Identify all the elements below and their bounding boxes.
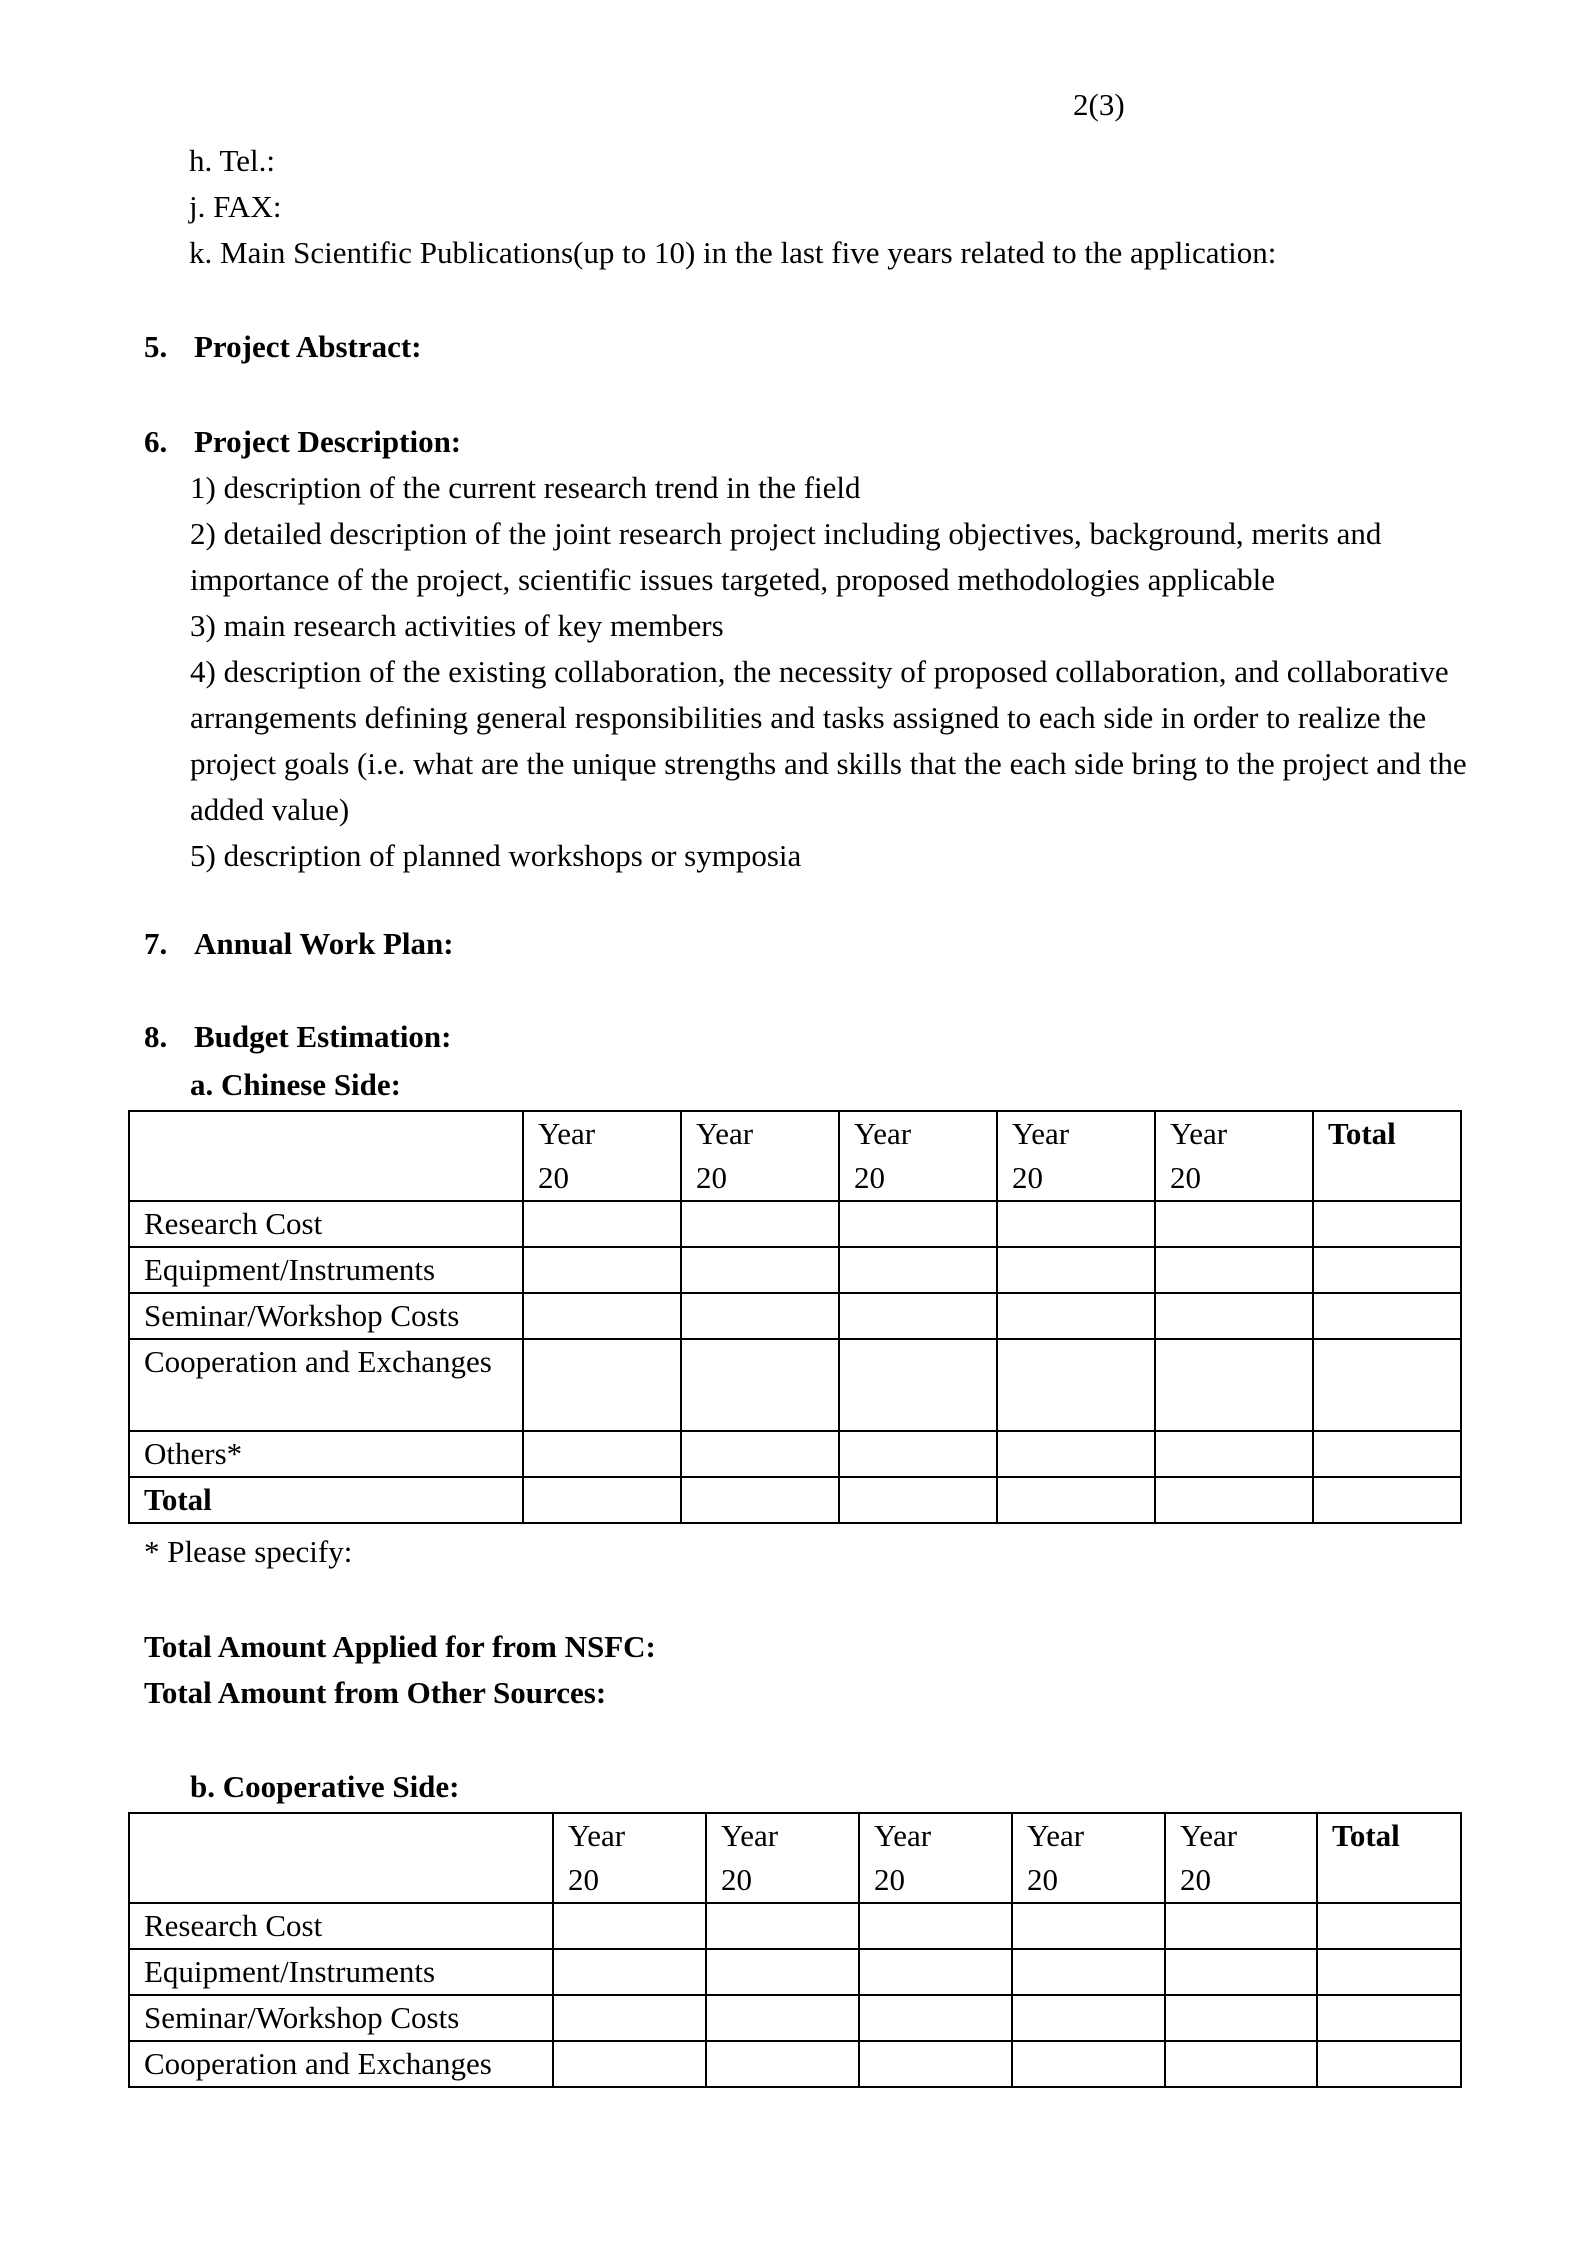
budget-cell[interactable] bbox=[1155, 1247, 1313, 1293]
budget-cell[interactable] bbox=[839, 1201, 997, 1247]
table-header-row bbox=[129, 1111, 1461, 1201]
section-abstract-heading bbox=[144, 324, 422, 370]
budget-cell[interactable] bbox=[523, 1247, 681, 1293]
empty-header-cell bbox=[129, 1111, 523, 1201]
row-label: Cooperation and Exchanges bbox=[129, 1339, 523, 1431]
budget-cell[interactable] bbox=[1317, 1949, 1461, 1995]
budget-cell[interactable] bbox=[681, 1201, 839, 1247]
section-work-plan-heading bbox=[144, 921, 454, 967]
year-prefix: 20 bbox=[1170, 1160, 1201, 1195]
section-number: 7. bbox=[144, 926, 168, 961]
budget-cell[interactable] bbox=[997, 1339, 1155, 1431]
budget-cell[interactable] bbox=[1165, 1949, 1317, 1995]
budget-cell[interactable] bbox=[1313, 1201, 1461, 1247]
section-description-heading bbox=[144, 419, 461, 465]
year-prefix: 20 bbox=[538, 1160, 569, 1195]
total-header-cell: Total bbox=[1313, 1111, 1461, 1201]
budget-cell[interactable] bbox=[523, 1339, 681, 1431]
budget-cell[interactable] bbox=[997, 1247, 1155, 1293]
row-label: Seminar/Workshop Costs bbox=[129, 1995, 553, 2041]
year-header-cell bbox=[859, 1813, 1012, 1903]
description-item: 5) description of planned workshops or symposia bbox=[190, 838, 802, 873]
budget-cell[interactable] bbox=[859, 2041, 1012, 2087]
year-prefix: 20 bbox=[854, 1160, 885, 1195]
row-label: Total bbox=[129, 1477, 523, 1523]
publications-line: k. Main Scientific Publications(up to 10) in the last five years related to the application: bbox=[189, 235, 1277, 270]
year-prefix: 20 bbox=[1012, 1160, 1043, 1195]
section-title: Annual Work Plan: bbox=[194, 926, 454, 961]
year-label: Year bbox=[1012, 1116, 1070, 1151]
year-header-cell bbox=[997, 1111, 1155, 1201]
year-header-cell bbox=[1012, 1813, 1165, 1903]
year-prefix: 20 bbox=[568, 1862, 599, 1897]
year-label: Year bbox=[854, 1116, 912, 1151]
description-item: 1) description of the current research trend in the field bbox=[190, 470, 861, 505]
year-header-cell bbox=[553, 1813, 706, 1903]
description-item: 4) description of the existing collaboration, the necessity of proposed collaboration, and collaborative arrangements defining general responsibilities and tasks assigned to each side in order to realize the project goals (i.e. what are the unique strengths and skills that the each side bring to the project and the added value) bbox=[190, 654, 1467, 827]
total-nsfc-line: Total Amount Applied for from NSFC: bbox=[144, 1629, 656, 1664]
budget-cell[interactable] bbox=[859, 1903, 1012, 1949]
page-number: 2(3) bbox=[1073, 87, 1125, 122]
fax-line: j. FAX: bbox=[189, 189, 282, 224]
budget-cell[interactable] bbox=[523, 1431, 681, 1477]
budget-cell[interactable] bbox=[1317, 1903, 1461, 1949]
section-title: Budget Estimation: bbox=[194, 1019, 452, 1054]
description-item: 3) main research activities of key members bbox=[190, 608, 724, 643]
year-label: Year bbox=[1180, 1818, 1238, 1853]
year-header-cell bbox=[839, 1111, 997, 1201]
please-specify-note: * Please specify: bbox=[144, 1534, 353, 1569]
table-row bbox=[129, 1903, 1461, 1949]
budget-cell[interactable] bbox=[1012, 1949, 1165, 1995]
budget-cell[interactable] bbox=[706, 1949, 859, 1995]
budget-cell[interactable] bbox=[1155, 1477, 1313, 1523]
year-label: Year bbox=[1170, 1116, 1228, 1151]
table-row bbox=[129, 1949, 1461, 1995]
section-number: 5. bbox=[144, 329, 168, 364]
totals-block bbox=[144, 1624, 656, 1716]
budget-cell[interactable] bbox=[1012, 1903, 1165, 1949]
total-header-cell: Total bbox=[1317, 1813, 1461, 1903]
budget-cell[interactable] bbox=[1165, 2041, 1317, 2087]
budget-cell[interactable] bbox=[997, 1477, 1155, 1523]
description-item: 2) detailed description of the joint research project including objectives, background, merits and importance of the project, scientific issues targeted, proposed methodologies applicable bbox=[190, 516, 1382, 597]
year-header-cell bbox=[1155, 1111, 1313, 1201]
year-prefix: 20 bbox=[696, 1160, 727, 1195]
budget-cell[interactable] bbox=[553, 1995, 706, 2041]
budget-cell[interactable] bbox=[1165, 1995, 1317, 2041]
section-budget-heading bbox=[144, 1014, 452, 1060]
row-label: Equipment/Instruments bbox=[129, 1949, 553, 1995]
budget-cell[interactable] bbox=[523, 1201, 681, 1247]
budget-cell[interactable] bbox=[1155, 1339, 1313, 1431]
year-label: Year bbox=[874, 1818, 932, 1853]
table-row bbox=[129, 1477, 1461, 1523]
description-items bbox=[190, 465, 1490, 879]
table-row bbox=[129, 2041, 1461, 2087]
year-header-cell bbox=[1165, 1813, 1317, 1903]
year-header-cell bbox=[706, 1813, 859, 1903]
table-row bbox=[129, 1201, 1461, 1247]
budget-cell[interactable] bbox=[1317, 2041, 1461, 2087]
budget-cell[interactable] bbox=[681, 1293, 839, 1339]
row-label: Seminar/Workshop Costs bbox=[129, 1293, 523, 1339]
budget-cell[interactable] bbox=[839, 1293, 997, 1339]
table-row bbox=[129, 1247, 1461, 1293]
year-label: Year bbox=[1027, 1818, 1085, 1853]
row-label: Others* bbox=[129, 1431, 523, 1477]
budget-cell[interactable] bbox=[706, 1995, 859, 2041]
budget-cell[interactable] bbox=[1313, 1339, 1461, 1431]
section-number: 6. bbox=[144, 424, 168, 459]
table-row bbox=[129, 1431, 1461, 1477]
tel-line: h. Tel.: bbox=[189, 143, 275, 178]
cooperative-budget-table bbox=[128, 1812, 1462, 2088]
budget-cell[interactable] bbox=[681, 1247, 839, 1293]
budget-cell[interactable] bbox=[859, 1995, 1012, 2041]
budget-cell[interactable] bbox=[1165, 1903, 1317, 1949]
year-label: Year bbox=[721, 1818, 779, 1853]
budget-cell[interactable] bbox=[1155, 1431, 1313, 1477]
budget-cell[interactable] bbox=[706, 2041, 859, 2087]
chinese-side-label: a. Chinese Side: bbox=[190, 1067, 401, 1102]
budget-cell[interactable] bbox=[681, 1339, 839, 1431]
budget-cell[interactable] bbox=[997, 1201, 1155, 1247]
section-number: 8. bbox=[144, 1019, 168, 1054]
budget-cell[interactable] bbox=[553, 1949, 706, 1995]
budget-cell[interactable] bbox=[839, 1431, 997, 1477]
year-label: Year bbox=[696, 1116, 754, 1151]
budget-cell[interactable] bbox=[1313, 1247, 1461, 1293]
row-label: Research Cost bbox=[129, 1903, 553, 1949]
budget-cell[interactable] bbox=[1313, 1431, 1461, 1477]
row-label: Research Cost bbox=[129, 1201, 523, 1247]
budget-cell[interactable] bbox=[681, 1431, 839, 1477]
budget-cell[interactable] bbox=[1012, 1995, 1165, 2041]
table-header-row bbox=[129, 1813, 1461, 1903]
budget-cell[interactable] bbox=[1012, 2041, 1165, 2087]
budget-cell[interactable] bbox=[553, 1903, 706, 1949]
budget-cell[interactable] bbox=[1313, 1477, 1461, 1523]
budget-cell[interactable] bbox=[1313, 1293, 1461, 1339]
budget-cell[interactable] bbox=[839, 1477, 997, 1523]
budget-cell[interactable] bbox=[681, 1477, 839, 1523]
table-row bbox=[129, 1995, 1461, 2041]
year-label: Year bbox=[538, 1116, 596, 1151]
budget-cell[interactable] bbox=[1317, 1995, 1461, 2041]
budget-cell[interactable] bbox=[859, 1949, 1012, 1995]
year-prefix: 20 bbox=[1027, 1862, 1058, 1897]
budget-cell[interactable] bbox=[523, 1293, 681, 1339]
budget-cell[interactable] bbox=[997, 1431, 1155, 1477]
year-header-cell bbox=[681, 1111, 839, 1201]
total-other-line: Total Amount from Other Sources: bbox=[144, 1675, 607, 1710]
budget-cell[interactable] bbox=[839, 1339, 997, 1431]
budget-cell[interactable] bbox=[553, 2041, 706, 2087]
year-label: Year bbox=[568, 1818, 626, 1853]
table-row bbox=[129, 1339, 1461, 1431]
table-row bbox=[129, 1293, 1461, 1339]
budget-cell[interactable] bbox=[1155, 1293, 1313, 1339]
section-title: Project Description: bbox=[194, 424, 462, 459]
contact-block bbox=[189, 138, 1276, 276]
year-prefix: 20 bbox=[874, 1862, 905, 1897]
year-prefix: 20 bbox=[721, 1862, 752, 1897]
empty-header-cell bbox=[129, 1813, 553, 1903]
section-title: Project Abstract: bbox=[194, 329, 422, 364]
budget-cell[interactable] bbox=[706, 1903, 859, 1949]
row-label: Cooperation and Exchanges bbox=[129, 2041, 553, 2087]
budget-cell[interactable] bbox=[997, 1293, 1155, 1339]
chinese-budget-table bbox=[128, 1110, 1462, 1524]
budget-cell[interactable] bbox=[839, 1247, 997, 1293]
budget-cell[interactable] bbox=[523, 1477, 681, 1523]
year-header-cell bbox=[523, 1111, 681, 1201]
year-prefix: 20 bbox=[1180, 1862, 1211, 1897]
budget-cell[interactable] bbox=[1155, 1201, 1313, 1247]
cooperative-side-label: b. Cooperative Side: bbox=[190, 1769, 460, 1804]
row-label: Equipment/Instruments bbox=[129, 1247, 523, 1293]
